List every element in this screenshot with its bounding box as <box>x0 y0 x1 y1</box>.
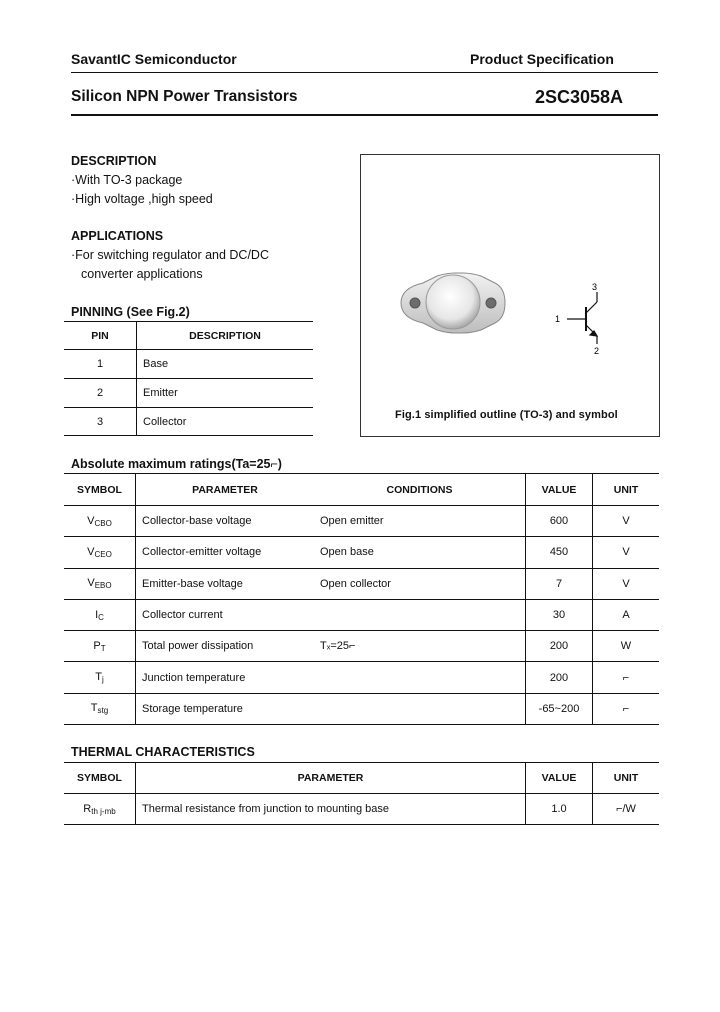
symbol-cell <box>64 599 136 630</box>
symbol-subscript: stg <box>97 706 109 716</box>
value-col-header: VALUE <box>526 763 593 794</box>
header-rule <box>71 72 658 73</box>
parameter-cell: Total power dissipation <box>142 640 254 653</box>
unit-col-header: UNIT <box>613 772 639 784</box>
table-row <box>64 693 659 724</box>
table-row <box>64 599 659 630</box>
figure-caption: Fig.1 simplified outline (TO-3) and symbol <box>395 409 618 421</box>
unit-cell: V <box>622 515 630 528</box>
symbol-cell <box>64 506 136 537</box>
npn-transistor-symbol <box>567 292 597 344</box>
pin-number: 2 <box>64 379 137 408</box>
value-cell: 600 <box>526 506 593 537</box>
symbol-cell <box>64 537 136 568</box>
unit-cell: A <box>622 609 630 622</box>
symbol-cell <box>64 568 136 599</box>
table-row <box>64 662 659 693</box>
conditions-col-header: CONDITIONS <box>314 474 526 506</box>
pin-description: Emitter <box>143 387 178 399</box>
parameter-cell: Thermal resistance from junction to mounting base <box>136 794 526 825</box>
thermal-table <box>64 762 659 825</box>
abs-max-heading: Absolute maximum ratings(Ta=25⌐) <box>71 457 282 471</box>
value-cell: 7 <box>526 568 593 599</box>
unit-cell: ⌐/W <box>616 803 636 815</box>
symbol-main: V <box>87 514 95 527</box>
doc-type: Product Specification <box>470 51 614 67</box>
unit-cell: ⌐ <box>622 671 630 684</box>
pin-col-header: PIN <box>64 322 137 350</box>
applications-line: converter applications <box>81 267 203 281</box>
symbol-main: V <box>87 545 95 558</box>
conditions-cell <box>314 599 526 630</box>
table-row <box>64 379 313 408</box>
thermal-header-row <box>64 763 659 794</box>
unit-cell: ⌐ <box>622 702 630 715</box>
table-row <box>64 568 659 599</box>
parameter-cell: Emitter-base voltage <box>142 577 243 590</box>
symbol-subscript: EBO <box>94 581 112 591</box>
table-row <box>64 631 659 662</box>
table-row <box>64 350 313 379</box>
table-row <box>64 506 659 537</box>
symbol-col-header: SYMBOL <box>64 763 136 794</box>
description-col-header: DESCRIPTION <box>189 329 261 342</box>
unit-col-header: UNIT <box>613 483 639 496</box>
description-heading: DESCRIPTION <box>71 154 157 168</box>
value-cell: 30 <box>526 599 593 630</box>
symbol-subscript: CEO <box>94 549 112 559</box>
figure-box <box>360 154 660 437</box>
model-number: 2SC3058A <box>535 87 624 107</box>
pin-number: 1 <box>64 350 137 379</box>
conditions-cell: Open emitter <box>314 506 526 537</box>
parameter-cell: Collector-base voltage <box>142 515 252 528</box>
symbol-pin-label-2: 2 <box>594 346 600 356</box>
applications-heading: APPLICATIONS <box>71 229 164 243</box>
parameter-cell: Storage temperature <box>142 702 243 715</box>
value-cell: 450 <box>526 537 593 568</box>
table-row <box>64 794 659 825</box>
parameter-cell: Junction temperature <box>142 671 246 684</box>
symbol-main: R <box>83 802 92 815</box>
symbol-cell <box>64 631 136 662</box>
symbol-main: T <box>90 702 98 715</box>
value-cell: -65~200 <box>526 693 593 724</box>
symbol-main: I <box>95 608 99 621</box>
thermal-heading: THERMAL CHARACTERISTICS <box>71 745 255 759</box>
value-cell: 200 <box>526 662 593 693</box>
pinning-table <box>64 321 313 436</box>
pin-number: 3 <box>64 408 137 436</box>
pin-description: Collector <box>143 415 187 428</box>
title-rule <box>71 114 658 116</box>
symbol-main: P <box>93 639 101 652</box>
to3-package-image <box>401 273 505 333</box>
unit-cell: V <box>622 546 630 559</box>
symbol-cell <box>64 662 136 693</box>
conditions-cell: Open collector <box>314 568 526 599</box>
symbol-cell <box>64 794 136 825</box>
description-line: ·High voltage ,high speed <box>71 192 213 206</box>
pinning-header-row <box>64 322 313 350</box>
symbol-cell <box>64 693 136 724</box>
parameter-col-header: PARAMETER <box>136 763 526 794</box>
value-col-header: VALUE <box>526 474 593 506</box>
unit-cell: V <box>622 577 630 590</box>
conditions-cell: Tₓ=25⌐ <box>314 631 526 662</box>
unit-cell: W <box>620 640 632 653</box>
abs-max-table <box>64 473 659 725</box>
symbol-col-header: SYMBOL <box>64 474 136 506</box>
symbol-pin-label-1: 1 <box>555 314 561 324</box>
company-name: SavantIC Semiconductor <box>71 51 237 67</box>
symbol-subscript: j <box>101 675 104 685</box>
pin-description: Base <box>143 358 169 370</box>
symbol-subscript: th j-mb <box>91 806 116 816</box>
product-title: Silicon NPN Power Transistors <box>71 88 298 105</box>
parameter-cell: Collector current <box>142 609 223 622</box>
description-line: ·With TO-3 package <box>71 173 183 187</box>
applications-line: ·For switching regulator and DC/DC <box>71 248 269 262</box>
symbol-main: T <box>95 671 102 684</box>
symbol-subscript: T <box>100 643 106 653</box>
parameter-col-header: PARAMETER <box>192 483 258 496</box>
table-row <box>64 537 659 568</box>
value-cell: 200 <box>526 631 593 662</box>
symbol-pin-label-3: 3 <box>592 282 598 292</box>
symbol-main: V <box>87 577 95 590</box>
pinning-heading: PINNING (See Fig.2) <box>71 305 190 319</box>
parameter-cell: Collector-emitter voltage <box>142 546 262 559</box>
conditions-cell: Open base <box>314 537 526 568</box>
conditions-cell <box>314 693 526 724</box>
conditions-cell <box>314 662 526 693</box>
symbol-subscript: C <box>98 612 104 622</box>
symbol-subscript: CBO <box>94 518 112 528</box>
value-cell: 1.0 <box>526 794 593 825</box>
table-row <box>64 408 313 436</box>
abs-max-header-row <box>64 474 659 506</box>
figure-graphics <box>361 155 659 436</box>
